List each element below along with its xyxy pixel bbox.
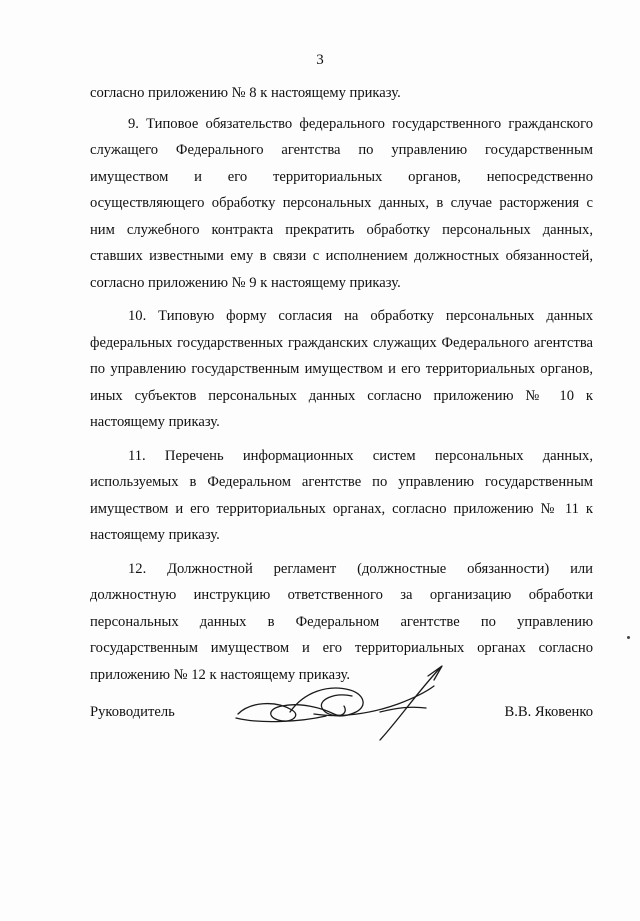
handwritten-signature: [230, 662, 480, 752]
paragraph-item-12: 12. Должностной регламент (должностные обязанности) или должностную инструкцию ответственного за организацию обработки персональных данных в Федеральном агентстве по управлению государственным имуществом и его территориальных органах согласно приложению № 12 к настоящему приказу.: [90, 560, 593, 683]
signatory-title: Руководитель: [90, 704, 175, 720]
page-number: 3: [316, 52, 324, 68]
signature-block: [90, 662, 593, 762]
paragraph-continuation: согласно приложению № 8 к настоящему приказу.: [90, 85, 401, 101]
paragraph-item-11: 11. Перечень информационных систем персональных данных, используемых в Федеральном агентстве по управлению государственным имуществом и его территориальных органах, согласно приложению № 11 к настоящему приказу.: [90, 447, 593, 543]
scan-speck: [627, 636, 630, 639]
paragraph-item-9: 9. Типовое обязательство федерального государственного гражданского служащего Федерального агентства по управлению государственным имуществом и его территориальных органов, непосредственно осуществляющего обработку персональных данных, в случае расторжения с ним служебного контракта прекратить обработку персональных данных, ставших известными ему в связи с исполнением должностных обязанностей, согласно приложению № 9 к настоящему приказу.: [90, 115, 593, 291]
signatory-name: В.В. Яковенко: [504, 704, 593, 720]
paragraph-item-10: 10. Типовую форму согласия на обработку персональных данных федеральных государственных гражданских служащих Федерального агентства по управлению государственным имуществом и его территориальных органов, иных субъектов персональных данных согласно приложению № 10 к настоящему приказу.: [90, 308, 593, 430]
document-body: [90, 80, 593, 695]
